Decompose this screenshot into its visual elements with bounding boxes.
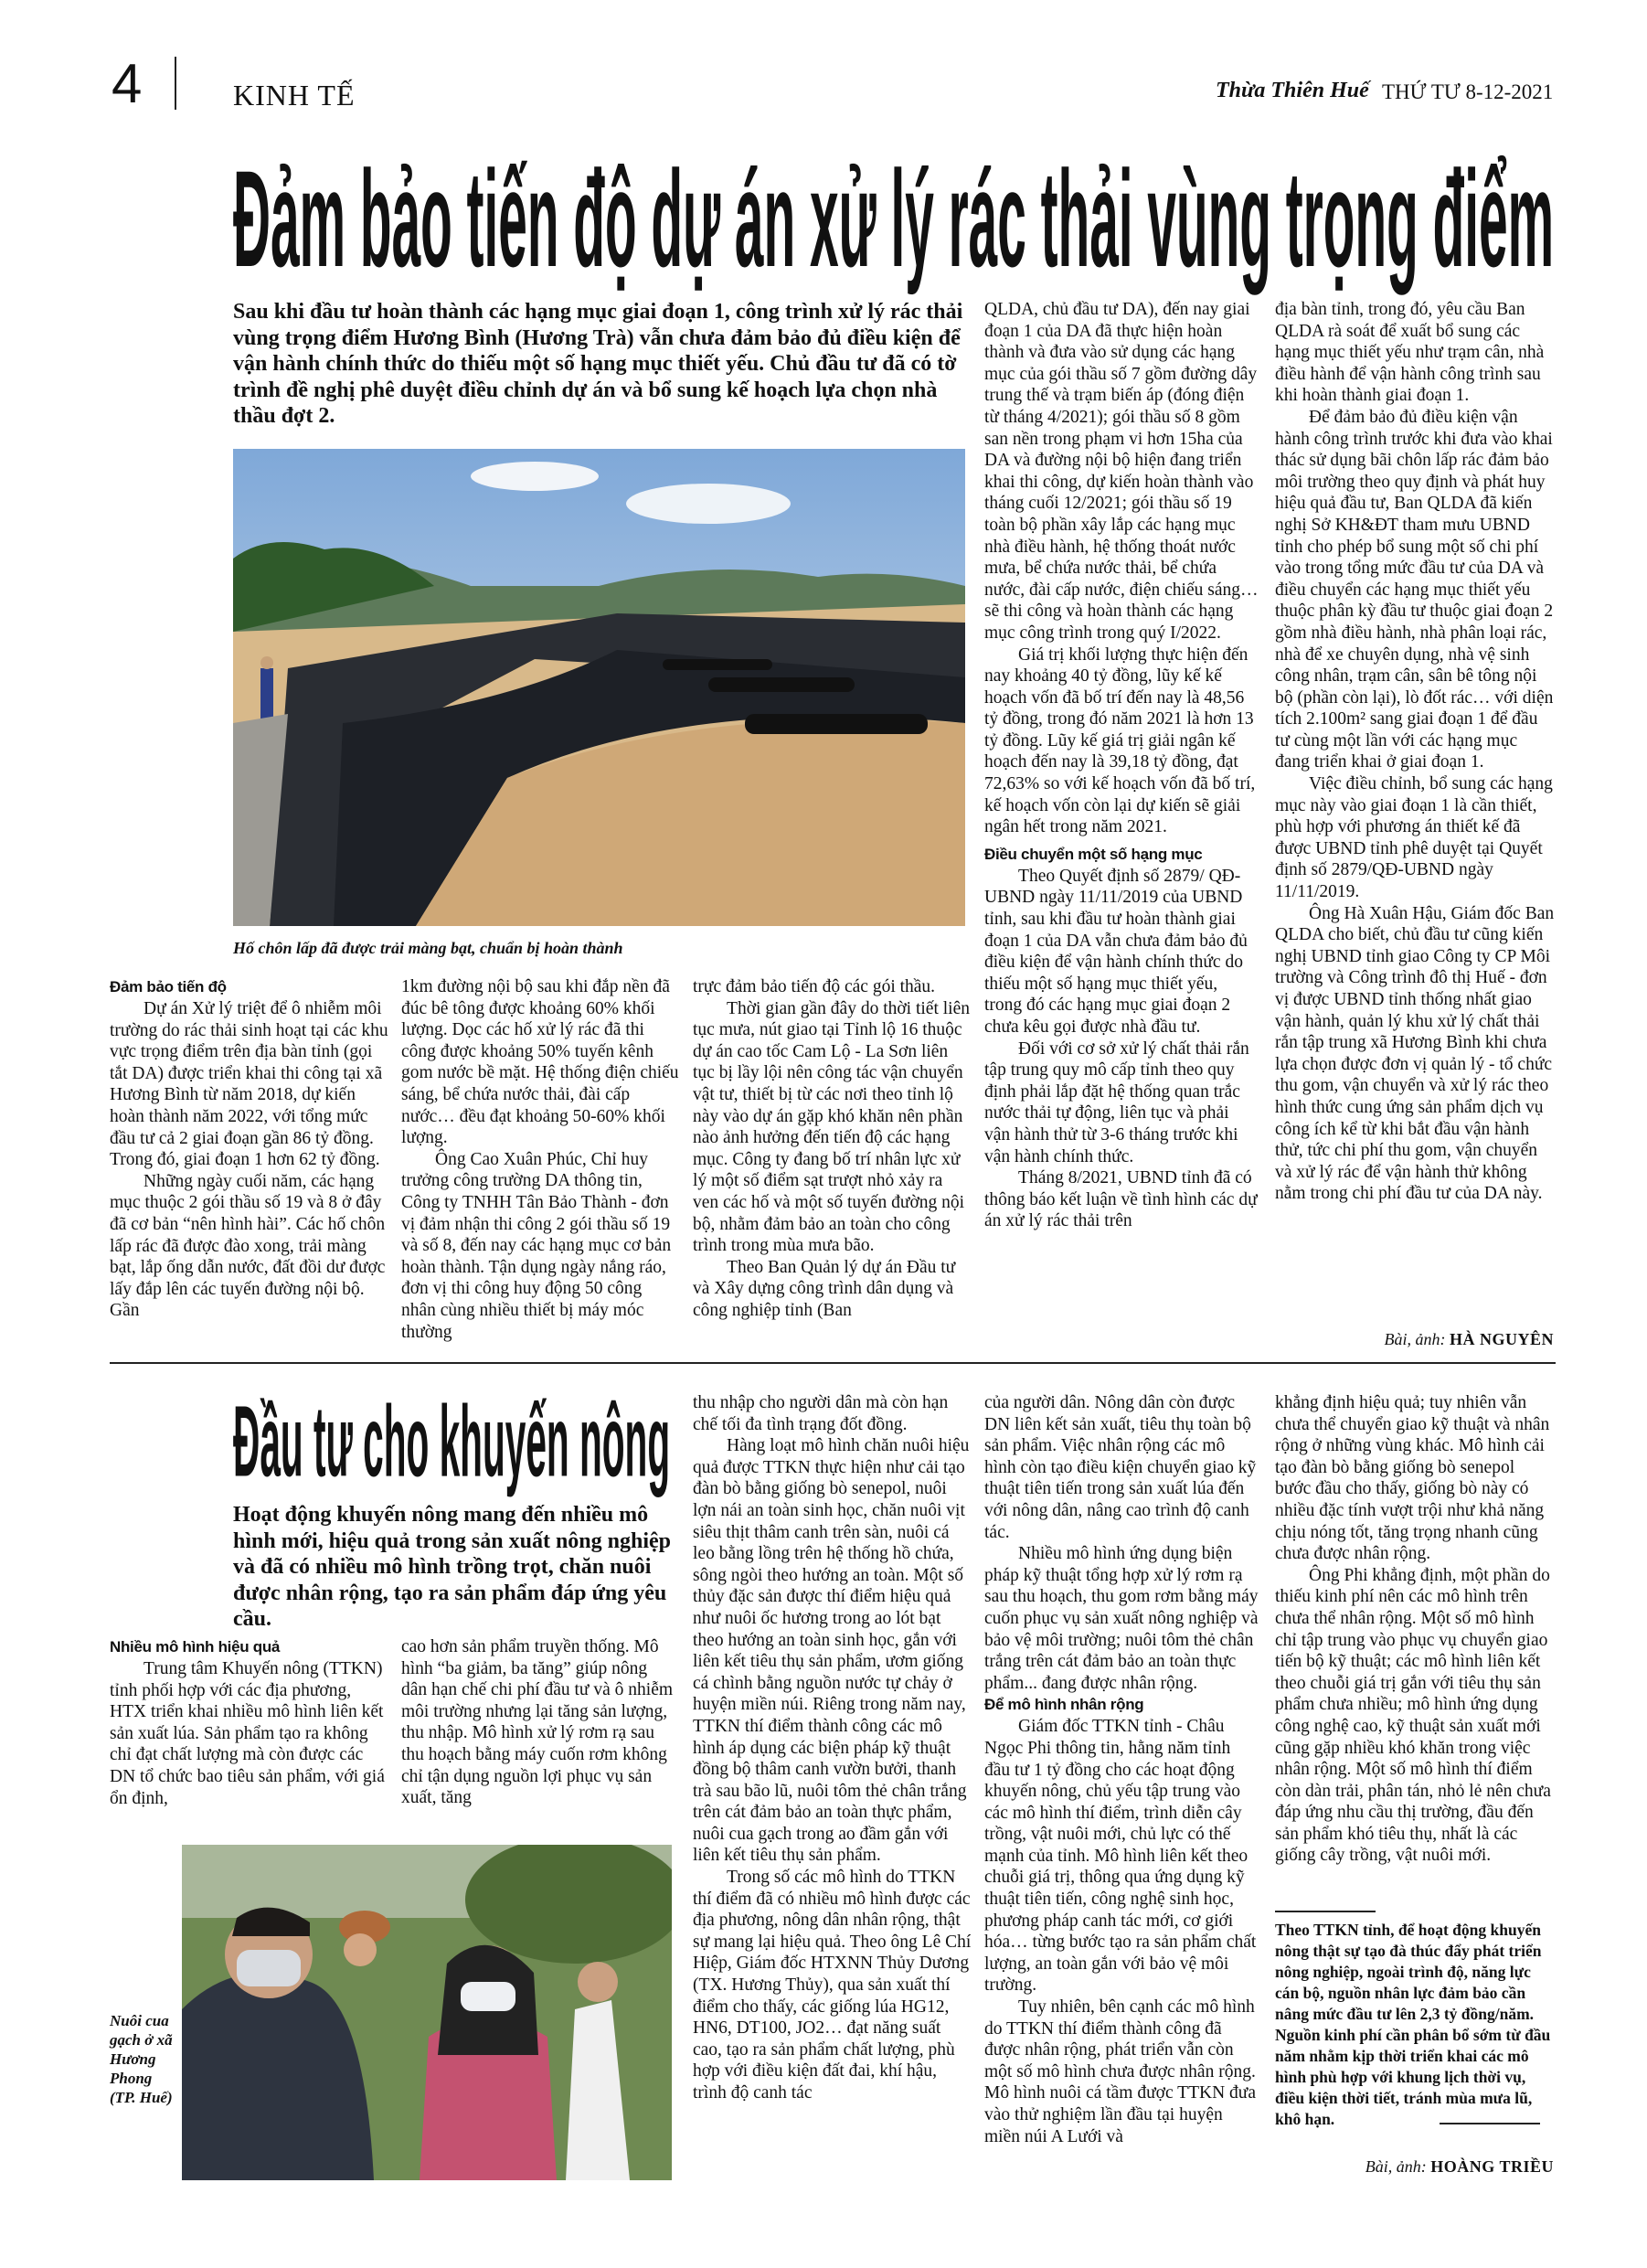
article2-column-2 (401, 1636, 675, 1810)
byline-label: Bài, ảnh: (1365, 2157, 1427, 2176)
article-title: Đầu tư cho khuyến nông (233, 1385, 671, 1498)
paragraph: Hàng loạt mô hình chăn nuôi hiệu quả được TTKN thực hiện như cải tạo đàn bò bằng giống bò senepol, nuôi lợn nái an toàn sinh học, chăn nuôi vịt siêu thịt thâm canh trên sàn, nuôi cá leo bằng lồng trên hệ thống hồ chứa, sông ngòi theo hướng an toàn. Một số thủy đặc sản được thí điểm hiệu quả như nuôi ốc hương trong ao lót bạt theo hướng an toàn sinh học, gắn với liên kết tiêu thụ sản phẩm, ươm giống cá chình bằng nguồn nước tự chảy ở huyện miền núi. Riêng trong năm nay, TTKN thí điểm thành công các mô hình áp dụng các biện pháp kỹ thuật đồng bộ thâm canh vườn bưởi, thanh trà sau bão lũ, nuôi tôm thẻ chân trắng trên cát đảm bảo an toàn thực phẩm, nuôi cua gạch trong ao đầm gắn với liên kết tiêu thụ sản phẩm. (693, 1436, 970, 1866)
section-name: KINH TẾ (233, 79, 356, 112)
page-number: 4 (112, 53, 143, 114)
article1-column-1 (110, 976, 388, 1342)
photo-caption: Nuôi cua gạch ở xã Hương Phong (TP. Huế) (110, 2012, 173, 2106)
byline (1275, 2157, 1554, 2177)
byline (1275, 1330, 1554, 1349)
article2-column-5 (1275, 1392, 1555, 1904)
paragraph: Ông Phi khẳng định, một phần do thiếu kinh phí nên các mô hình trên chưa thể nhân rộng. Một số mô hình chỉ tập trung vào phục vụ chuyển giao tiến bộ kỹ thuật; các mô hình liên kết theo chuỗi giá trị gắn với tiêu thụ sản phẩm chưa nhiều; mô hình ứng dụng công nghệ cao, kỹ thuật sản xuất mới cũng gặp nhiều khó khăn trong việc nhân rộng. Một số mô hình thí điểm còn dàn trải, phân tán, nhỏ lẻ nên chưa đáp ứng nhu cầu thị trường, đầu đến sản phẩm khó tiêu thụ, nhất là các giống cây trồng, vật nuôi mới. (1275, 1565, 1551, 1866)
paragraph: Thời gian gần đây do thời tiết liên tục mưa, nút giao tại Tỉnh lộ 16 thuộc dự án cao tốc Cam Lộ - La Sơn liên tục bị lầy lội nên công tác vận chuyển vật tư, thiết bị từ các nơi theo tỉnh lộ này vào dự án gặp khó khăn nên phần nào ảnh hưởng đến tiến độ các hạng mục. Công ty đang bố trí nhân lực xử lý một số điểm sạt trượt nhỏ xảy ra ven các hố và một số tuyến đường nội bộ, nhằm đảm bảo an toàn cho công trình trong mùa mưa bão. (693, 998, 970, 1256)
byline-label: Bài, ảnh: (1384, 1330, 1446, 1348)
landfill-image (233, 449, 965, 926)
paragraph: Theo Ban Quản lý dự án Đầu tư và Xây dựng công trình dân dụng và công nghiệp tỉnh (Ban (693, 1257, 956, 1320)
box-divider (1275, 1911, 1376, 1912)
issue-date: THỨ TƯ 8-12-2021 (1382, 80, 1554, 103)
article1-column-2 (401, 976, 680, 1342)
paragraph: Việc điều chỉnh, bổ sung các hạng mục này vào giai đoạn 1 là cần thiết, phù hợp với phương án thiết kế đã được UBND tỉnh phê duyệt tại Quyết định số 2879/QĐ-UBND ngày 11/11/2019. (1275, 774, 1553, 902)
article1-column-3 (693, 976, 972, 1353)
paragraph: Đối với cơ sở xử lý chất thải rắn tập trung quy mô cấp tỉnh theo quy định phải lắp đặt hệ thống quan trắc nước thải tự động, liên tục và phải vận hành thử từ 3-6 tháng trước khi vận hành chính thức. (984, 1038, 1249, 1166)
paragraph: Ông Cao Xuân Phúc, Chỉ huy trưởng công trường DA thông tin, Công ty TNHH Tân Bảo Thành - đơn vị đảm nhận thi công 2 gói thầu số 19 và số 8, đến nay các hạng mục cơ bản hoàn thành. Tận dụng ngày nắng ráo, đơn vị thi công huy động 50 công nhân cùng nhiều thiết bị máy móc thường (401, 1149, 672, 1342)
paragraph: Theo Quyết định số 2879/ QĐ-UBND ngày 11/11/2019 của UBND tỉnh, sau khi đầu tư hoàn thành giai đoạn 1 của DA vẫn chưa đảm bảo đủ điều kiện để vận hành chính thức do thiếu một số hạng mục thiết yếu, trong đó các hạng mục giai đoạn 2 chưa kêu gọi được nhà đầu tư. (984, 866, 1248, 1037)
box-divider (1440, 2123, 1540, 2124)
paragraph: cao hơn sản phẩm truyền thống. Mô hình “ba giảm, ba tăng” giúp nông dân hạn chế chi phí đầu tư và ô nhiễm môi trường nhưng lại tăng sản lượng, thu nhập. Mô hình xử lý rơm rạ sau thu hoạch bằng máy cuốn rơm không chỉ tận dụng nguồn lợi phục vụ sản xuất, tăng (401, 1637, 674, 1808)
photo-caption: Hố chôn lấp đã được trải màng bạt, chuẩn bị hoàn thành (233, 939, 623, 957)
article2-column-3 (693, 1392, 972, 2180)
article1-column-4 (984, 299, 1259, 1356)
article-intro: Sau khi đầu tư hoàn thành các hạng mục giai đoạn 1, công trình xử lý rác thải vùng trọng điểm Hương Bình (Hương Trà) vẫn chưa đảm bảo đủ điều kiện để vận hành chính thức do thiếu một số hạng mục thiết yếu. Chủ đầu tư đã có tờ trình đề nghị phê duyệt điều chỉnh dự án và bổ sung kế hoạch lựa chọn nhà thầu đợt 2. (233, 300, 963, 428)
subhead: Điều chuyển một số hạng mục (984, 845, 1203, 863)
header-divider (175, 57, 176, 110)
paragraph: Tuy nhiên, bên cạnh các mô hình do TTKN thí điểm thành công đã được nhân rộng, phát triển vẫn còn một số mô hình chưa được nhân rộng. Mô hình nuôi cá tầm được TTKN đưa vào thử nghiệm lần đầu tại huyện miền núi A Lưới và (984, 1997, 1256, 2146)
paragraph: Giám đốc TTKN tỉnh - Châu Ngọc Phi thông tin, hằng năm tỉnh đầu tư 1 tỷ đồng cho các hoạt động khuyến nông, chủ yếu tập trung vào các mô hình thí điểm, trình diễn cây trồng, vật nuôi mới, chủ lực có thế mạnh của tỉnh. Mô hình liên kết theo chuỗi giá trị, thông qua ứng dụng kỹ thuật tiên tiến, công nghệ sinh học, phương pháp canh tác mới, cơ giới hóa… từng bước tạo ra sản phẩm chất lượng, an toàn gắn với bảo vệ môi trường. (984, 1717, 1257, 1996)
paragraph: của người dân. Nông dân còn được DN liên kết sản xuất, tiêu thụ toàn bộ sản phẩm. Việc nhân rộng các mô hình còn tạo điều kiện chuyển giao kỹ thuật tiên tiến trong sản xuất lúa đến với nông dân, nâng cao trình độ canh tác. (984, 1393, 1257, 1542)
paragraph: Trong số các mô hình do TTKN thí điểm đã có nhiều mô hình được các địa phương, nông dân nhân rộng, thật sự mang lại hiệu quả. Theo ông Lê Chí Hiệp, Giám đốc HTXNN Thủy Dương (TX. Hương Thủy), qua sản xuất thí điểm cho thấy, các giống lúa HG12, HN6, DT100, JO2… đạt năng suất cao, tạo ra sản phẩm chất lượng, phù hợp với điều kiện đất đai, khí hậu, trình độ canh tác (693, 1868, 972, 2103)
paragraph: Những ngày cuối năm, các hạng mục thuộc 2 gói thầu số 19 và 8 ở đây đã cơ bản “nên hình hài”. Các hố chôn lấp rác đã được đào xong, trải màng bạt, lắp ống dẫn nước, đất đồi dư được lấy đắp lên các tuyến đường nội bộ. Gần (110, 1171, 386, 1321)
article2-column-4 (984, 1392, 1259, 2180)
highlight-box: Theo TTKN tỉnh, để hoạt động khuyến nông thật sự tạo đà thúc đẩy phát triển nông nghiệp, ngoài trình độ, năng lực cán bộ, nguồn nhân lực đảm bảo cần nâng mức đầu tư lên 2,3 tỷ đồng/năm. Nguồn kinh phí cần phân bổ sớm từ đầu năm nhằm kịp thời triển khai các mô hình phù hợp với khung lịch thời vụ, điều kiện thời tiết, tránh mùa mưa lũ, khô hạn. (1275, 1921, 1551, 2128)
paragraph: địa bàn tỉnh, trong đó, yêu cầu Ban QLDA rà soát để xuất bổ sung các hạng mục thiết yếu như trạm cân, nhà điều hành để vận hành công trình sau khi hoàn thành giai đoạn 1. (1275, 300, 1545, 406)
paragraph: thu nhập cho người dân mà còn hạn chế tối đa tình trạng đốt đồng. (693, 1393, 949, 1434)
subhead: Nhiều mô hình hiệu quả (110, 1638, 281, 1656)
paragraph: khẳng định hiệu quả; tuy nhiên vẫn chưa thể chuyển giao kỹ thuật và nhân rộng ở những vùng khác. Mô hình cải tạo đàn bò bằng giống bò senepol bước đầu cho thấy, giống bò này có nhiều đặc tính vượt trội như khả năng chịu nóng tốt, tăng trọng nhanh cũng chưa được nhân rộng. (1275, 1393, 1550, 1564)
article1-column-5 (1275, 299, 1555, 1321)
paragraph: Tháng 8/2021, UBND tỉnh đã có thông báo kết luận về tình hình các dự án xử lý rác thải trên (984, 1168, 1258, 1231)
landfill-photo (233, 449, 965, 926)
byline-author: HOÀNG TRIỀU (1430, 2157, 1554, 2176)
article-divider (110, 1362, 1556, 1364)
paragraph: Nhiều mô hình ứng dụng biện pháp kỹ thuật tổng hợp xử lý rơm rạ sau thu hoạch, thu gom rơm bằng máy cuốn phục vụ sản xuất nông nghiệp và bảo vệ môi trường; nuôi tôm thẻ chân trắng trên cát đảm bảo an toàn thực phẩm... đang được nhân rộng. (984, 1544, 1259, 1693)
paragraph: Trung tâm Khuyến nông (TTKN) tỉnh phối hợp với các địa phương, HTX triển khai nhiều mô hình liên kết sản xuất lúa. Sản phẩm tạo ra không chỉ đạt chất lượng mà còn được các DN tổ chức bao tiêu sản phẩm, với giá ổn định, (110, 1659, 385, 1808)
paragraph: trực đảm bảo tiến độ các gói thầu. (693, 977, 936, 996)
article-title: Đảm bảo tiến độ dự án xử lý rác thải vùng trọng điểm (233, 143, 1555, 296)
article-intro: Hoạt động khuyến nông mang đến nhiều mô hình mới, hiệu quả trong sản xuất nông nghiệp và đã có nhiều mô hình trồng trọt, chăn nuôi được nhân rộng, tạo ra sản phẩm đáp ứng yêu cầu. (233, 1503, 672, 1631)
subhead: Để mô hình nhân rộng (984, 1696, 1144, 1714)
paragraph: 1km đường nội bộ sau khi đắp nền đã đúc bê tông được khoảng 60% khối lượng. Dọc các hố xử lý rác đã thi công được khoảng 50% tuyến kênh gom nước bề mặt. Hệ thống điện chiếu sáng, bể chứa nước thải, đài cấp nước… đều đạt khoảng 50-60% khối lượng. (401, 977, 679, 1148)
masthead: Thừa Thiên Huế (1216, 79, 1369, 102)
paragraph: Dự án Xử lý triệt để ô nhiễm môi trường do rác thải sinh hoạt tại các khu vực trọng điểm trên địa bàn tỉnh (gọi tắt DA) được triển khai thi công tại xã Hương Bình từ năm 2018, dự kiến hoàn thành năm 2022, với tổng mức đầu tư cả 2 giai đoạn gần 86 tỷ đồng. Trong đó, giai đoạn 1 hơn 62 tỷ đồng. (110, 999, 388, 1170)
byline-author: HÀ NGUYÊN (1449, 1330, 1554, 1348)
article2-column-1 (110, 1636, 388, 1810)
paragraph: Ông Hà Xuân Hậu, Giám đốc Ban QLDA cho biết, chủ đầu tư cũng kiến nghị UBND tỉnh giao Công ty CP Môi trường và Công trình đô thị Huế - đơn vị được UBND tỉnh thống nhất giao vận hành, quản lý khu xử lý chất thải rắn tập trung xã Hương Bình khi chưa lựa chọn được đơn vị quản lý - tổ chức thu gom, vận chuyển và xử lý rác theo hình thức cung ứng sản phẩm dịch vụ công ích kể từ khi bắt đầu vận hành thử, tức chi phí thu gom, vận chuyển và xử lý rác để vận hành thử không nằm trong chi phí đầu tư của DA này. (1275, 903, 1555, 1204)
paragraph: QLDA, chủ đầu tư DA), đến nay giai đoạn 1 của DA đã thực hiện hoàn thành và đưa vào sử dụng các hạng mục của gói thầu số 7 gồm đường dây trung thế và trạm biến áp (đóng điện từ tháng 4/2021); gói thầu số 8 gồm san nền trong phạm vi hơn 15ha của DA và đường nội bộ hiện đang triển khai thi công, dự kiến hoàn thành vào tháng cuối 12/2021; gói thầu số 19 toàn bộ phần xây lắp các hạng mục nhà điều hành, hệ thống thoát nước mưa, bể chứa nước thải, bể chứa nước, đài cấp nước, điện chiếu sáng… sẽ thi công và hoàn thành các hạng mục công trình trong quý I/2022. (984, 300, 1259, 643)
crab-farming-image (182, 1845, 672, 2180)
crab-farming-photo (182, 1845, 672, 2180)
paragraph: Để đảm bảo đủ điều kiện vận hành công trình trước khi đưa vào khai thác sử dụng bãi chôn lấp rác đảm bảo môi trường theo quy định và phát huy hiệu quả đầu tư, Ban QLDA đã kiến nghị Sở KH&ĐT tham mưu UBND tỉnh cho phép bổ sung một số chi phí vào trong tổng mức đầu tư của DA và điều chuyển các hạng mục thiết yếu thuộc phân kỳ đầu tư thuộc giai đoạn 2 gồm nhà điều hành, nhà phân loại rác, nhà để xe chuyên dụng, nhà vệ sinh công nhân, trạm cân, sân bê tông nội bộ (phần còn lại), lò đốt rác… với diện tích 2.100m² sang giai đoạn 1 để đầu tư cùng một lần với các hạng mục đang triển khai ở giai đoạn 1. (1275, 407, 1554, 772)
paragraph: Giá trị khối lượng thực hiện đến nay khoảng 40 tỷ đồng, lũy kế kế hoạch vốn đã bố trí đến nay là 48,56 tỷ đồng, trong đó năm 2021 là hơn 13 tỷ đồng. Lũy kế giá trị giải ngân kế hoạch đến nay là 39,18 tỷ đồng, đạt 72,63% so với kế hoạch vốn đã bố trí, kế hoạch vốn còn lại dự kiến sẽ giải ngân hết trong năm 2021. (984, 644, 1256, 837)
subhead: Đảm bảo tiến độ (110, 978, 227, 996)
